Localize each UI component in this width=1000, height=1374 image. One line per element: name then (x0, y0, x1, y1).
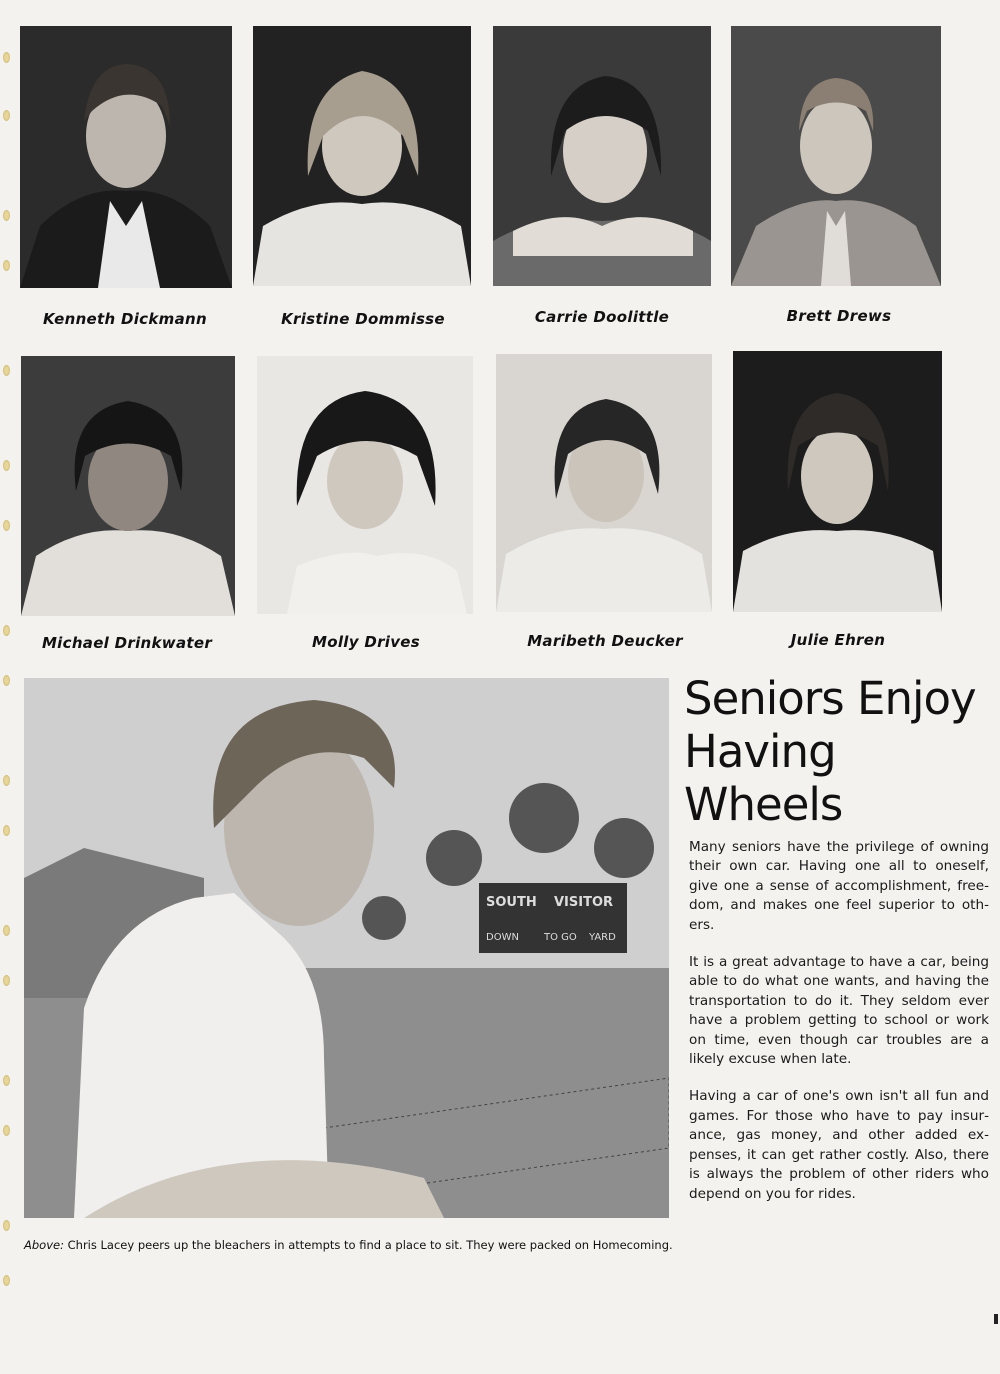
binding-hole (3, 1075, 10, 1086)
portrait-photo (257, 356, 473, 614)
page-edge-mark (994, 1314, 998, 1324)
binding-hole (3, 675, 10, 686)
headline-line: Wheels (684, 778, 843, 831)
portrait-photo (20, 26, 232, 288)
binding-hole (3, 1220, 10, 1231)
portrait-photo (253, 26, 471, 286)
article-headline (684, 672, 984, 831)
binding-hole (3, 975, 10, 986)
article-paragraph: It is a great advantage to have a car, being able to do what one wants, and having the transportation to do it. They seldom ever have a problem getting to school or work on time, even though car troubles are a likely excuse when late. (689, 954, 989, 1068)
scoreboard-home: SOUTH (486, 895, 537, 910)
scoreboard-yard: YARD (589, 932, 616, 943)
binding-hole (3, 365, 10, 376)
portrait-photo (21, 356, 235, 616)
portrait-name: Molly Drives (312, 633, 420, 651)
portrait-name: Julie Ehren (790, 631, 886, 649)
caption-text: Chris Lacey peers up the bleachers in attempts to find a place to sit. They were packed on Homecoming. (63, 1238, 673, 1252)
binding-hole (3, 52, 10, 63)
binding-hole (3, 1125, 10, 1136)
portrait-name: Brett Drews (786, 307, 892, 325)
portrait-name: Carrie Doolittle (534, 308, 670, 326)
headline-line: Seniors Enjoy (684, 672, 976, 725)
portrait-photo (733, 351, 942, 612)
binding-hole (3, 260, 10, 271)
portrait-name: Kristine Dommisse (281, 310, 445, 328)
scoreboard-away: VISITOR (554, 895, 614, 910)
headline-line: Having (684, 725, 836, 778)
article-paragraph: Many seniors have the privilege of owning their own car. Having one all to oneself, give one a sense of accomplishment, freedom, and makes one feel superior to oth ers. (689, 839, 989, 933)
binding-hole (3, 1275, 10, 1286)
binding-hole (3, 775, 10, 786)
binding-hole (3, 460, 10, 471)
scoreboard-down: DOWN (486, 932, 519, 943)
scoreboard-to-go: TO GO (544, 932, 577, 943)
binding-hole (3, 110, 10, 121)
portrait-photo (493, 26, 711, 286)
binding-hole (3, 520, 10, 531)
article-body (689, 838, 989, 1222)
binding-hole (3, 925, 10, 936)
portrait-photo (496, 354, 712, 612)
portrait-name: Kenneth Dickmann (43, 310, 207, 328)
binding-hole (3, 210, 10, 221)
photo-caption (24, 1238, 684, 1252)
candid-photo (24, 678, 669, 1218)
portrait-name: Michael Drinkwater (41, 634, 213, 652)
portrait-name: Maribeth Deucker (527, 632, 683, 650)
portrait-photo (731, 26, 941, 286)
binding-edge (0, 0, 14, 1374)
binding-hole (3, 825, 10, 836)
article-paragraph: Having a car of one's own isn't all fun and games. For those who have to pay insurance, gas money, and other added ex penses, it can get rather costly. Also, there is always the problem of other riders who depend on you for rides. (689, 1088, 989, 1202)
caption-lead: Above: (24, 1238, 64, 1252)
